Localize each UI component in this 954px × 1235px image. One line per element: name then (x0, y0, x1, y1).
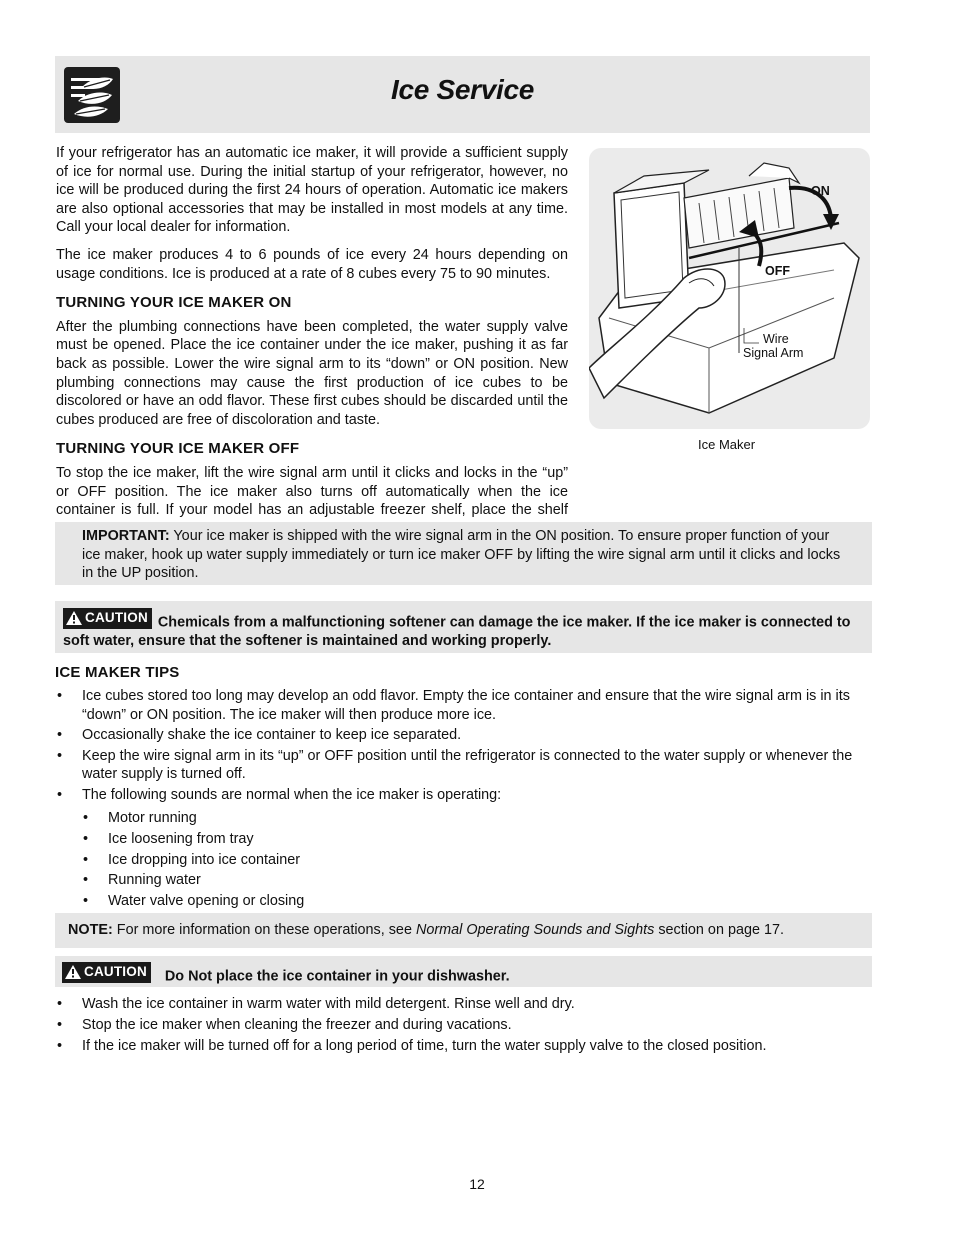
ice-maker-figure (589, 148, 870, 429)
note-label: NOTE: (68, 922, 113, 938)
intro-paragraph-1: If your refrigerator has an automatic ice maker, it will provide a sufficient supply of ice for normal use. During the initial startup of your refrigerator, however, no ice will be produced during the first 24 hours of operation. Automatic ice makers are also optional accessories that may be installed in most models at any time. Call your local dealer for information. (56, 145, 568, 236)
care-list (56, 994, 870, 1056)
figure-caption: Ice Maker (698, 437, 756, 452)
warning-triangle-icon (66, 611, 82, 625)
important-text: Your ice maker is shipped with the wire signal arm in the ON position. To ensure proper function of your ice maker, hook up water supply immediately or turn ice maker OFF by lifting the wire signal arm until it clicks and locks in the UP position. (82, 528, 841, 582)
list-item: • Ice cubes stored too long may develop an odd flavor. Empty the ice container and ensure that the wire signal arm is in its “down” or ON position. The ice maker will then produce more ice. (56, 687, 870, 724)
list-item: • Motor running (82, 808, 782, 829)
note-text-before: For more information on these operations, see (112, 922, 416, 938)
page-number: 12 (469, 1176, 485, 1192)
list-item: • The following sounds are normal when the ice maker is operating: (56, 786, 870, 805)
label-off: OFF (765, 264, 790, 278)
intro-paragraph-2: The ice maker produces 4 to 6 pounds of ice every 24 hours depending on usage conditions. Ice is produced at a rate of 8 cubes every 75 to 90 minutes. (56, 246, 568, 282)
intro-section (56, 144, 568, 520)
label-on: ON (811, 184, 830, 198)
caution-badge-label: CAUTION (84, 964, 147, 979)
caution-softener-text: Chemicals from a malfunctioning softener can damage the ice maker. If the ice maker is connected to soft water, ensure that the softener is maintained and working properly. (63, 614, 851, 649)
list-item: • Running water (82, 870, 782, 891)
caution-badge (63, 608, 152, 629)
turning-off-text: To stop the ice maker, lift the wire signal arm until it clicks and locks in the “up” or OFF position. The ice maker also turns off automatically when the ice container is full. If your model has an adjustable freezer shelf, place the shelf (56, 464, 568, 519)
list-item: • Keep the wire signal arm in its “up” or OFF position until the refrigerator is connected to the water supply or whenever the water supply is turned off. (56, 747, 870, 784)
note-reference: Normal Operating Sounds and Sights (415, 922, 655, 938)
list-item: • Ice loosening from tray (82, 829, 782, 850)
page-title: Ice Service (390, 74, 535, 105)
list-item: • Occasionally shake the ice container to keep ice separated. (56, 726, 870, 745)
note-text-after: section on page 17. (654, 922, 784, 938)
list-item: • Stop the ice maker when cleaning the freezer and during vacations. (56, 1015, 870, 1036)
important-box (55, 522, 872, 585)
list-item: • Wash the ice container in warm water with mild detergent. Rinse well and dry. (56, 994, 870, 1015)
important-label: IMPORTANT: (82, 528, 170, 544)
caution-badge (62, 962, 151, 983)
turning-off-heading: TURNING YOUR ICE MAKER OFF (56, 440, 300, 458)
caution-dishwasher-text: Do Not place the ice container in your dishwasher. (164, 968, 510, 985)
tips-heading: ICE MAKER TIPS (55, 664, 180, 681)
caution-badge-label: CAUTION (85, 610, 148, 625)
sounds-list (82, 808, 782, 912)
label-signal-arm: Signal Arm (743, 346, 804, 360)
tips-list (56, 687, 870, 807)
note-box (55, 913, 872, 948)
list-item: • If the ice maker will be turned off for a long period of time, turn the water supply valve to the closed position. (56, 1036, 870, 1057)
label-wire: Wire (763, 332, 789, 346)
caution-box-softener (55, 601, 872, 653)
list-item: • Ice dropping into ice container (82, 850, 782, 871)
turning-on-heading: TURNING YOUR ICE MAKER ON (56, 294, 292, 312)
page-header (55, 56, 870, 133)
warning-triangle-icon (65, 965, 81, 979)
caution-box-dishwasher (55, 956, 872, 987)
list-item: • Water valve opening or closing (82, 891, 782, 912)
turning-on-text: After the plumbing connections have been completed, the water supply valve must be opened. Place the ice container under the ice maker, pushing it as far back as possible. Lower the wire signal arm to its “down” or ON position. New plumbing connections may cause the first production of ice cubes to be discolored or have an odd flavor. These first cubes should be discarded until the cubes produced are free of discoloration and taste. (56, 318, 568, 428)
